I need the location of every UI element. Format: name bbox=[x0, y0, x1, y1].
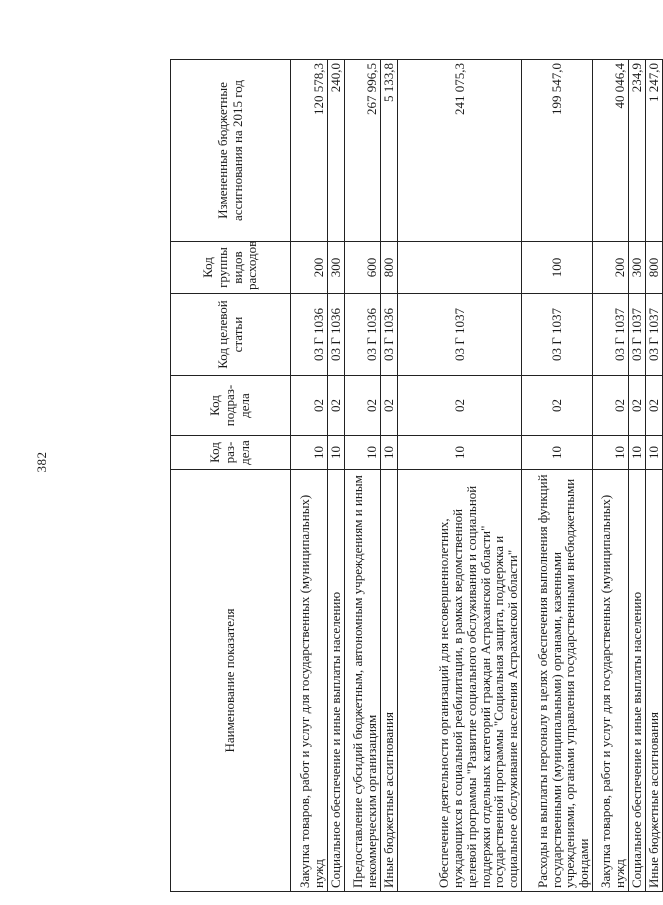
cell-podrazdel: 02 bbox=[381, 376, 398, 436]
table-row bbox=[629, 60, 646, 892]
cell-celevaya: 03 Г 1036 bbox=[291, 294, 328, 376]
cell-razdel: 10 bbox=[291, 436, 328, 470]
cell-name: Расходы на выплаты персоналу в целях обеспечения выполнения функций государственными (муниципальными) органами, казенными учреждениями, органами управления государственными внебюджетными фондами bbox=[522, 470, 593, 892]
cell-celevaya: 03 Г 1036 bbox=[381, 294, 398, 376]
cell-podrazdel: 02 bbox=[522, 376, 593, 436]
cell-podrazdel: 02 bbox=[593, 376, 629, 436]
cell-amount: 240,0 bbox=[328, 60, 345, 242]
cell-podrazdel: 02 bbox=[629, 376, 646, 436]
cell-celevaya: 03 Г 1037 bbox=[646, 294, 663, 376]
cell-razdel: 10 bbox=[629, 436, 646, 470]
cell-razdel: 10 bbox=[345, 436, 381, 470]
page-number: 382 bbox=[34, 451, 49, 473]
cell-name: Социальное обеспечение и иные выплаты населению bbox=[629, 470, 646, 892]
table-row bbox=[593, 60, 629, 892]
cell-podrazdel: 02 bbox=[646, 376, 663, 436]
cell-vid: 800 bbox=[381, 242, 398, 294]
table-row bbox=[646, 60, 663, 892]
cell-razdel: 10 bbox=[328, 436, 345, 470]
cell-celevaya: 03 Г 1037 bbox=[522, 294, 593, 376]
cell-vid: 300 bbox=[328, 242, 345, 294]
cell-amount: 241 075,3 bbox=[398, 60, 522, 242]
cell-celevaya: 03 Г 1036 bbox=[345, 294, 381, 376]
header-vid: Код группы видов расходов bbox=[171, 242, 291, 294]
cell-razdel: 10 bbox=[398, 436, 522, 470]
cell-vid bbox=[398, 242, 522, 294]
cell-celevaya: 03 Г 1036 bbox=[328, 294, 345, 376]
cell-vid: 800 bbox=[646, 242, 663, 294]
cell-razdel: 10 bbox=[646, 436, 663, 470]
table-row bbox=[345, 60, 381, 892]
table-header-row bbox=[171, 60, 291, 892]
cell-amount: 1 247,0 bbox=[646, 60, 663, 242]
cell-podrazdel: 02 bbox=[345, 376, 381, 436]
cell-name: Закупка товаров, работ и услуг для государственных (муниципальных) нужд bbox=[291, 470, 328, 892]
cell-name: Иные бюджетные ассигнования bbox=[646, 470, 663, 892]
cell-celevaya: 03 Г 1037 bbox=[593, 294, 629, 376]
cell-name: Закупка товаров, работ и услуг для государственных (муниципальных) нужд bbox=[593, 470, 629, 892]
cell-razdel: 10 bbox=[381, 436, 398, 470]
header-celevaya: Код целевой статьи bbox=[171, 294, 291, 376]
cell-podrazdel: 02 bbox=[398, 376, 522, 436]
rotated-table-wrapper bbox=[170, 60, 662, 892]
cell-vid: 200 bbox=[593, 242, 629, 294]
header-podrazdel: Код подраз- дела bbox=[171, 376, 291, 436]
cell-amount: 5 133,8 bbox=[381, 60, 398, 242]
table-row bbox=[328, 60, 345, 892]
cell-podrazdel: 02 bbox=[291, 376, 328, 436]
cell-vid: 600 bbox=[345, 242, 381, 294]
cell-vid: 200 bbox=[291, 242, 328, 294]
budget-table bbox=[170, 59, 663, 892]
header-name: Наименование показателя bbox=[171, 470, 291, 892]
table-row bbox=[398, 60, 522, 892]
cell-vid: 300 bbox=[629, 242, 646, 294]
cell-celevaya: 03 Г 1037 bbox=[629, 294, 646, 376]
table-row bbox=[522, 60, 593, 892]
cell-podrazdel: 02 bbox=[328, 376, 345, 436]
cell-name: Обеспечение деятельности организаций для несовершеннолетних, нуждающихся в социальной реабилитации, в рамках ведомственной целевой программы "Развитие социального обслуживания и социальной поддержки отдельных категорий граждан Астраханской области" государственной программы "Социальная защита, поддержка и социальное обслуживание населения Астраханской области" bbox=[398, 470, 522, 892]
header-razdel: Код раз- дела bbox=[171, 436, 291, 470]
cell-name: Социальное обеспечение и иные выплаты населению bbox=[328, 470, 345, 892]
cell-amount: 199 547,0 bbox=[522, 60, 593, 242]
cell-celevaya: 03 Г 1037 bbox=[398, 294, 522, 376]
cell-name: Предоставление субсидий бюджетным, автономным учреждениям и иным некоммерческим организациям bbox=[345, 470, 381, 892]
cell-amount: 267 996,5 bbox=[345, 60, 381, 242]
header-amount: Измененные бюджетные ассигнования на 2015 год bbox=[171, 60, 291, 242]
cell-vid: 100 bbox=[522, 242, 593, 294]
table-row bbox=[291, 60, 328, 892]
cell-amount: 40 046,4 bbox=[593, 60, 629, 242]
cell-amount: 234,9 bbox=[629, 60, 646, 242]
cell-razdel: 10 bbox=[522, 436, 593, 470]
table-row bbox=[381, 60, 398, 892]
cell-razdel: 10 bbox=[593, 436, 629, 470]
cell-amount: 120 578,3 bbox=[291, 60, 328, 242]
cell-name: Иные бюджетные ассигнования bbox=[381, 470, 398, 892]
